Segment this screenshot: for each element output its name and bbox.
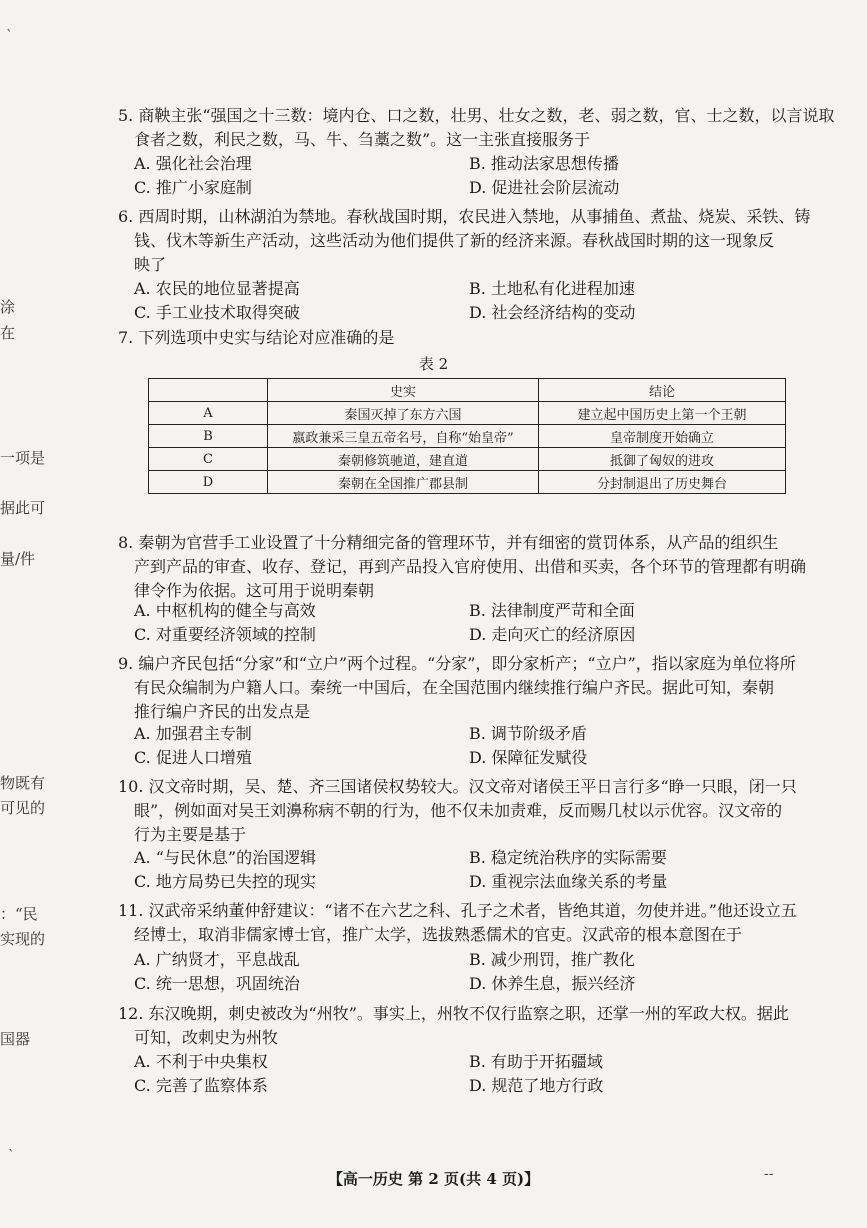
question-text-line: 律令作为依据。这可用于说明秦朝 (134, 581, 375, 600)
answer-option[interactable]: C. 促进人口增殖 (134, 748, 252, 767)
margin-fragment: 涂 (0, 298, 16, 316)
answer-option[interactable]: C. 完善了监察体系 (134, 1076, 268, 1095)
table-row (149, 425, 786, 448)
question-text-line: 9. 编户齐民包括“分家”和“立户”两个过程。“分家”，即分家析产；“立户”，指以家庭为单位将所 (118, 654, 796, 673)
answer-option[interactable]: C. 对重要经济领域的控制 (134, 625, 316, 644)
question-10 (118, 775, 808, 847)
question-text-line: 经博士，取消非儒家博士官，推广太学，选拔熟悉儒术的官吏。汉武帝的根本意图在于 (134, 925, 743, 944)
answer-option[interactable]: D. 休养生息，振兴经济 (469, 974, 636, 993)
answer-option[interactable]: B. 稳定统治秩序的实际需要 (469, 848, 667, 867)
table-cell: B (149, 425, 268, 448)
table-cell: 抵御了匈奴的进攻 (539, 448, 786, 471)
question-text-line: 5. 商鞅主张“强国之十三数：境内仓、口之数，壮男、壮女之数，老、弱之数，官、士之数，以言说取 (118, 106, 835, 125)
answer-option[interactable]: D. 规范了地方行政 (469, 1076, 604, 1095)
question-text-line: 映了 (134, 255, 167, 274)
table-cell: D (149, 471, 268, 494)
answer-option[interactable]: A. 加强君主专制 (134, 724, 252, 743)
question-text-line: 食者之数，利民之数，马、牛、刍藁之数”。这一主张直接服务于 (134, 130, 591, 149)
question-5-options (134, 152, 804, 200)
question-text-line: 8. 秦朝为官营手工业设置了十分精细完备的管理环节，并有细密的赏罚体系，从产品的组织生 (118, 533, 779, 552)
margin-fragment: 在 (0, 324, 16, 342)
answer-option[interactable]: B. 土地私有化进程加速 (469, 279, 635, 298)
answer-option[interactable]: B. 推动法家思想传播 (469, 154, 619, 173)
question-text-line: 产到产品的审查、收存、登记，再到产品投入官府使用、出借和买卖，各个环节的管理都有明确 (134, 557, 807, 576)
question-text-line: 行为主要是基于 (134, 825, 247, 844)
answer-option[interactable]: A. 广纳贤才，平息战乱 (134, 950, 300, 969)
margin-fragment: 物既有 (0, 774, 46, 792)
answer-option[interactable]: D. 走向灭亡的经济原因 (469, 625, 636, 644)
margin-fragment: 据此可 (0, 499, 46, 517)
answer-option[interactable]: C. 统一思想，巩固统治 (134, 974, 300, 993)
corner-mark: ` (6, 28, 13, 44)
margin-fragment: ：“民 (0, 905, 38, 923)
table-cell: 秦朝修筑驰道，建直道 (268, 448, 539, 471)
question-10-options (134, 846, 804, 894)
question-9-options (134, 722, 804, 770)
question-7 (118, 326, 808, 350)
table-row (149, 402, 786, 425)
question-8 (118, 531, 808, 603)
question-text-line: 推行编户齐民的出发点是 (134, 702, 311, 721)
table-cell: 皇帝制度开始确立 (539, 425, 786, 448)
question-text-line: 12. 东汉晚期，刺史被改为“州牧”。事实上，州牧不仅行监察之职，还掌一州的军政大权。据此 (118, 1004, 789, 1023)
answer-option[interactable]: D. 保障征发赋役 (469, 748, 588, 767)
table-row (149, 471, 786, 494)
question-11-options (134, 948, 804, 996)
corner-mark: ` (8, 1148, 15, 1164)
table-caption: 表 2 (418, 355, 449, 373)
answer-option[interactable]: C. 推广小家庭制 (134, 178, 252, 197)
question-12 (118, 1002, 808, 1050)
table-cell: 嬴政兼采三皇五帝名号，自称“始皇帝” (268, 425, 539, 448)
question-6 (118, 205, 811, 277)
answer-option[interactable]: B. 调节阶级矛盾 (469, 724, 587, 743)
page-footer: 【高一历史 第 2 页(共 4 页)】 (327, 1170, 540, 1188)
table-row (149, 448, 786, 471)
question-6-options (134, 277, 804, 325)
answer-option[interactable]: B. 法律制度严苛和全面 (469, 601, 635, 620)
table-cell: C (149, 448, 268, 471)
answer-option[interactable]: A. 中枢机构的健全与高效 (134, 601, 316, 620)
question-12-options (134, 1050, 804, 1098)
table-cell: 建立起中国历史上第一个王朝 (539, 402, 786, 425)
question-text-line: 眼”，例如面对吴王刘濞称病不朝的行为，他不仅未加责难，反而赐几杖以示优容。汉文帝的 (134, 801, 783, 820)
question-8-options (134, 599, 804, 647)
table-header-cell (149, 379, 268, 402)
margin-fragment: 可见的 (0, 799, 46, 817)
margin-fragment: 国器 (0, 1030, 31, 1048)
question-11 (118, 899, 808, 947)
answer-option[interactable]: A. 强化社会治理 (134, 154, 252, 173)
answer-option[interactable]: D. 社会经济结构的变动 (469, 303, 636, 322)
answer-option[interactable]: A. “与民休息”的治国逻辑 (134, 848, 317, 867)
margin-fragment: 一项是 (0, 449, 46, 467)
question-text-line: 可知，改刺史为州牧 (134, 1028, 279, 1047)
question-text-line: 6. 西周时期，山林湖泊为禁地。春秋战国时期，农民进入禁地，从事捕鱼、煮盐、烧炭、采铁、铸 (118, 207, 811, 226)
question-5 (118, 104, 835, 152)
table-header-row (149, 379, 786, 402)
question-text-line: 10. 汉文帝时期，吴、楚、齐三国诸侯权势较大。汉文帝对诸侯王平日言行多“睁一只眼，闭一只 (118, 777, 797, 796)
table-cell: 秦朝在全国推广郡县制 (268, 471, 539, 494)
question-text-line: 有民众编制为户籍人口。秦统一中国后，在全国范围内继续推行编户齐民。据此可知，秦朝 (134, 678, 775, 697)
table-cell: 分封制退出了历史舞台 (539, 471, 786, 494)
table-cell: 秦国灭掉了东方六国 (268, 402, 539, 425)
table-header-cell: 结论 (539, 379, 786, 402)
question-text-line: 11. 汉武帝采纳董仲舒建议：“诸不在六艺之科、孔子之术者，皆绝其道，勿使并进。”他还设立五 (118, 901, 797, 920)
table-cell: A (149, 402, 268, 425)
answer-option[interactable]: B. 减少刑罚，推广教化 (469, 950, 635, 969)
answer-option[interactable]: D. 促进社会阶层流动 (469, 178, 620, 197)
question-text-line: 钱、伐木等新生产活动，这些活动为他们提供了新的经济来源。春秋战国时期的这一现象反 (134, 231, 775, 250)
margin-fragment: 量/件 (0, 550, 36, 568)
answer-option[interactable]: A. 农民的地位显著提高 (134, 279, 300, 298)
answer-option[interactable]: D. 重视宗法血缘关系的考量 (469, 872, 668, 891)
table-2 (148, 378, 786, 494)
margin-fragment: 实现的 (0, 930, 46, 948)
answer-option[interactable]: B. 有助于开拓疆域 (469, 1052, 603, 1071)
question-text-line: 7. 下列选项中史实与结论对应准确的是 (118, 328, 395, 347)
answer-option[interactable]: C. 地方局势已失控的现实 (134, 872, 316, 891)
answer-option[interactable]: A. 不利于中央集权 (134, 1052, 268, 1071)
question-9 (118, 652, 808, 724)
corner-mark: -- (764, 1166, 774, 1182)
table-header-cell: 史实 (268, 379, 539, 402)
answer-option[interactable]: C. 手工业技术取得突破 (134, 303, 300, 322)
